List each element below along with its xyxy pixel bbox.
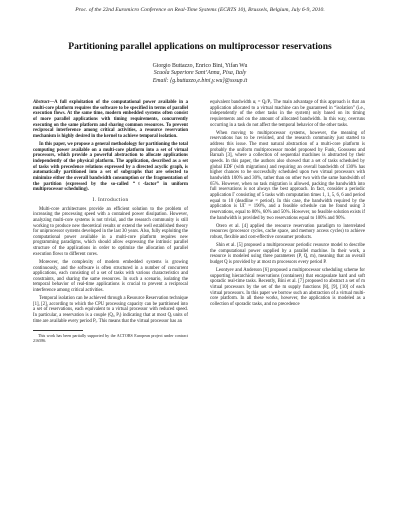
- author-names: Giorgio Buttazzo, Enrico Bini, Yifan Wu: [152, 63, 248, 69]
- body-paragraph-2: When moving to multiprocessor systems, however, the meaning of reservations has to be revisited, and the research community just started to address this issue. The most natural abstraction of a multi-core platform is probably the uniform multiprocessor model proposed by Funk, Goossens and Baruah [3], where a collection of sequential machines is abstracted by their speeds. In this paper, the authors also showed that a set of tasks scheduled by global EDF (with migrations) and requiring an overall bandwidth of 130% has higher chances to be successfully scheduled upon two virtual processors with bandwidth 100% and 30%, rather than on other two with the same bandwidth of 65%. However, when no task migration is allowed, packing the bandwidth into full reservations is not always the best approach. In fact, consider a periodic application Γ consisting of 5 tasks with computation times 1, 1, 5, 6, 6 and period equal to 10 (deadline = period). In this case, the bandwidth required by the application is UΓ = 190%, and a feasible schedule can be found using 3 reservations, equal to 80%, 60% and 50%. However, no feasible solution exists if the bandwidth is provided by two reservations equal to 100% and 90%.: [210, 130, 365, 221]
- abstract-paragraph-2: In this paper, we propose a general methodology for partitioning the total computing power available on a multi-core platform into a set of virtual processors, which provide a powerful abstraction to allocate applications independently of the physical platform. The application, described as a set of tasks with precedence relations expressed by a directed acyclic graph, is automatically partitioned into a set of subgraphs that are selected to minimize either the overall bandwidth consumption or the fragmentation of the partition (expressed by the so-called “ℓ-factor” in uniform multiprocessor scheduling).: [33, 141, 188, 193]
- abstract-paragraph: [33, 100, 188, 140]
- author-email: Email: {g.buttazzo,e.bini,y.wu}@sssup.it: [152, 77, 248, 84]
- author-affiliation: Scuola Superiore Sant’Anna, Pisa, Italy: [153, 70, 247, 77]
- intro-paragraph-3: Temporal isolation can be achieved through a Resource Reservation technique [1], [2], according to which the CPU processing capacity can be partitioned into a set of reservations, each equivalent to a virtual processor with reduced speed. In particular, a reservation is a couple (Qᵢ, Pᵢ) indicating that at most Qᵢ units of time are available every period Pᵢ. This means that the virtual processor has an: [33, 296, 188, 324]
- body-paragraph-5: Leontyev and Anderson [6] proposed a multiprocessor scheduling scheme for supporting hierarchical reservations (containers) that encapsulate hard and soft sporadic real-time tasks. Recently, Bini et al. [7] proposed to abstract a set of m virtual processors by the set of the m supply functions [8], [9], [10] of each virtual processors. In this paper we borrow such an abstraction of a virtual multi-core platform. In all these works, however, the application is modeled as a collection of sporadic tasks, and no precedence: [210, 267, 365, 307]
- conference-line: Proc. of the 22nd Euromicro Conference on Real-Time Systems (ECRTS 10), Brussels, Belgium, July 6-9, 2010.: [75, 7, 325, 13]
- left-column: [33, 100, 188, 343]
- right-column: [210, 100, 365, 310]
- section-heading-introduction: I. Introduction: [92, 196, 129, 203]
- abstract-heading: Abstract: [33, 100, 50, 105]
- paper-title: Partitioning parallel applications on multiprocessor reservations: [68, 41, 332, 52]
- conference-header: [20, 7, 380, 14]
- footnote: This work has been partially supported by the ACTORS European project under contract 216586.: [33, 332, 188, 343]
- intro-paragraph-1: Multi-core architectures provide an efficient solution to the problem of increasing the processing speed with a contained power dissipation. However, analyzing multi-core systems is not trivial, and the research community is still working to produce new theoretical results or extend the well established theory for uniprocessor systems developed in the last 30 years. Also, fully exploiting the computational power available in a multi-core platform requires new programming paradigms, which should allow expressing the intrinsic parallel structure of the applications in order to optimize the allocation of parallel execution flows to different cores.: [33, 206, 188, 257]
- body-paragraph-3: Otero et al. [4] applied the resource reservation paradigm to interrelated resources (processor cycles, cache space, and memory access cycles) to achieve robust, flexible and cost-effective consumer products.: [210, 223, 365, 240]
- author-block: [20, 63, 380, 85]
- intro-paragraph-2: Moreover, the complexity of modern embedded systems is growing continuously, and the software is often structured in a number of concurrent applications, each consisting of a set of tasks with various characteristics and constraints, and sharing the same resources. In such a scenario, isolating the temporal behavior of real-time applications is crucial to prevent a reciprocal interference among critical activities.: [33, 259, 188, 294]
- footnote-divider: [33, 330, 83, 331]
- body-paragraph-4: Shin et al. [5] proposed a multiprocessor periodic resource model to describe the computational power supplied by a parallel machine. In their work, a resource is modeled using three parameters (P, Q, m), meaning that an overall budget Q is provided by at most m processors every period P.: [210, 242, 365, 265]
- body-paragraph-1: equivalent bandwidth αᵢ = Qᵢ/Pᵢ. The main advantage of this approach is that an application allocated to a virtual machine can be guaranteed in “isolation” (i.e., independently of the other tasks in the system) only based on its timing requirements and on the amount of allocated bandwidth. In this way, overruns occurring in a task do not affect the temporal behavior of the other tasks.: [210, 100, 365, 128]
- abstract-text: —A full exploitation of the computational power available in a multi-core platform requires the software to be specified in terms of parallel execution flows. At the same time, modern embedded systems often consist of more parallel applications with timing requirements, concurrently executing on the same platform and sharing common resources. To prevent reciprocal interference among critical activities, a resource reservation mechanism is highly desired in the kernel to achieve temporal isolation.: [33, 100, 188, 139]
